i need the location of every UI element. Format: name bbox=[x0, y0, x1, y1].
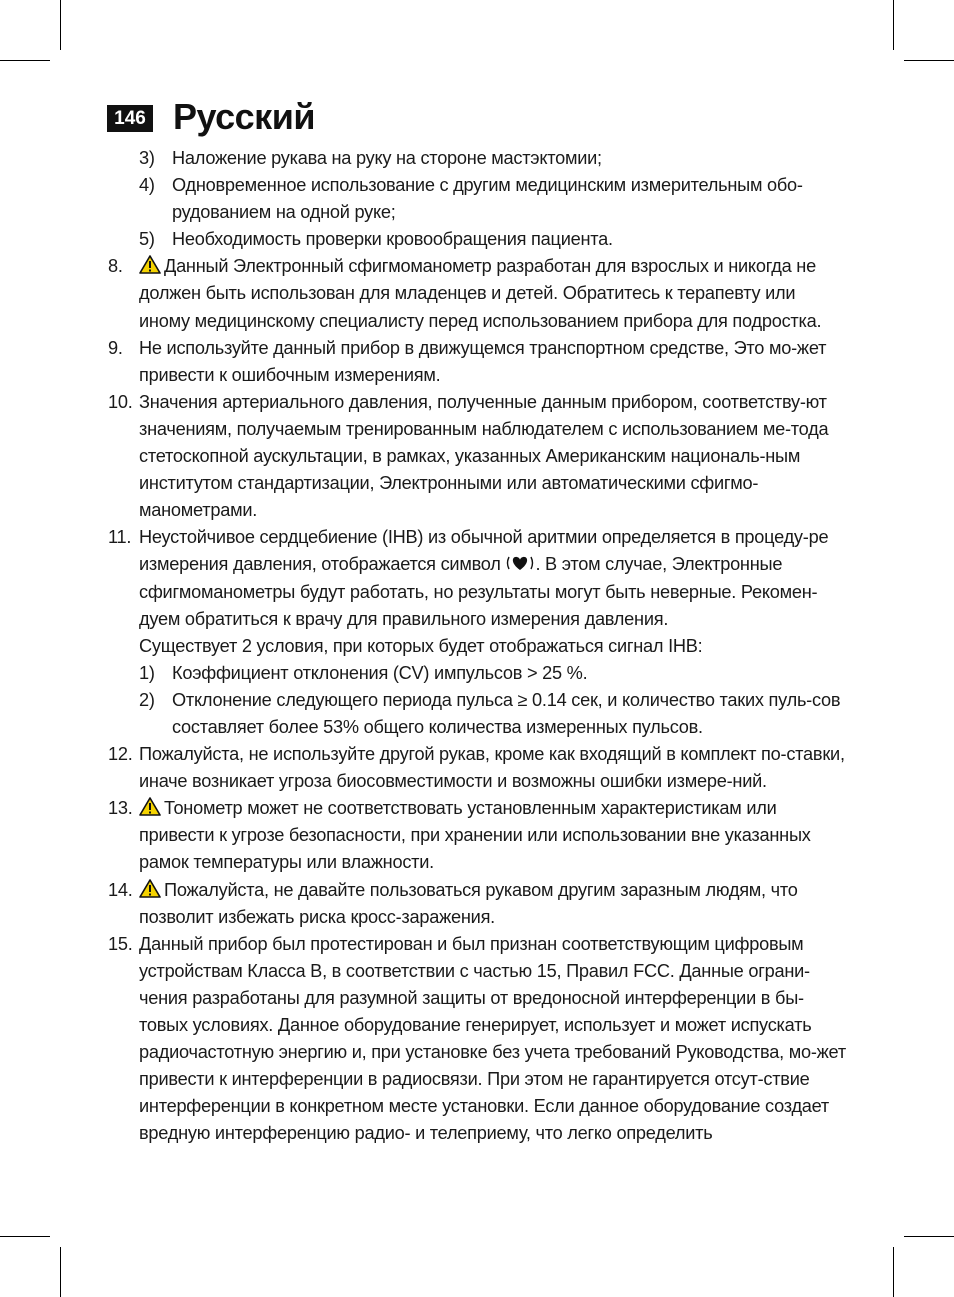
warning-triangle-icon bbox=[139, 255, 161, 274]
crop-mark-tl-v bbox=[60, 0, 61, 50]
crop-mark-tl-h bbox=[0, 60, 50, 61]
list-item bbox=[108, 687, 850, 741]
list-item-text: Отклонение следующего периода пульса ≥ 0.14 сек, и количество таких пуль-сов составляет более 53% общего количества измеренных пульсов. bbox=[172, 689, 841, 737]
list-item-text: Наложение рукава на руку на стороне мастэктомии; bbox=[172, 148, 602, 168]
list-item-text: Пожалуйста, не давайте пользоваться рукавом другим заразным людям, что позволит избежать риска кросс-заражения. bbox=[139, 879, 798, 927]
crop-mark-tr-v bbox=[893, 0, 894, 50]
list-item-number: 10. bbox=[108, 391, 133, 412]
crop-mark-br-v bbox=[893, 1247, 894, 1297]
list-item-number: 13. bbox=[108, 798, 133, 819]
list-item bbox=[108, 335, 850, 389]
warning-triangle-icon bbox=[139, 797, 161, 816]
irregular-heartbeat-icon bbox=[505, 553, 535, 573]
list-item bbox=[108, 172, 850, 226]
list-item-text: Данный Электронный сфигмоманометр разработан для взрослых и никогда не должен быть использован для младенцев и детей. Обратитесь к терапевту или иному медицинскому специалисту перед использованием прибора для подростка. bbox=[139, 256, 822, 331]
list-item-number: 8. bbox=[108, 256, 123, 277]
page-header bbox=[107, 95, 315, 139]
crop-mark-br-h bbox=[904, 1236, 954, 1237]
list-item-text: . В этом случае, Электронные сфигмоманометры будут работать, но результаты могут быть неверные. Рекомен-дуем обратиться к врачу для правильного измерения давления. bbox=[139, 554, 818, 629]
page-title: Русский bbox=[173, 96, 315, 137]
warning-triangle-icon bbox=[139, 879, 161, 898]
list-item-number: 2) bbox=[139, 689, 155, 710]
list-item-text: Пожалуйста, не используйте другой рукав, кроме как входящий в комплект по-ставки, иначе возникает угроза биосовместимости и возможны ошибки измере-ний. bbox=[139, 744, 845, 792]
list-item-number: 1) bbox=[139, 662, 155, 683]
list-item-number: 9. bbox=[108, 337, 123, 358]
list-item-number: 12. bbox=[108, 744, 133, 765]
list-item-text: Неустойчивое сердцебиение (IHB) из обычной аритмии определяется в процеду-ре измерения давления, отображается символ bbox=[139, 527, 829, 575]
crop-mark-tr-h bbox=[904, 60, 954, 61]
list-item bbox=[108, 660, 850, 687]
list-item-text: Данный прибор был протестирован и был признан соответствующим цифровым устройствам Класса B, в соответствии с частью 15, Правил FCC. Данные ограни-чения разработаны для разумной защиты от вредоносной интерференции в бы-товых условиях. Данное оборудование генерирует, использует и может испускать радиочастотную энергию и, при установке без учета требований Руководства, мо-жет привести к интерференции в радиосвязи. При этом не гарантируется отсут-ствие интерференции в конкретном месте установки. Если данное оборудование создает вредную интерференцию радио- и телеприему, что легко определить bbox=[139, 933, 846, 1144]
list-item-number: 3) bbox=[139, 148, 155, 168]
list-item-number: 15. bbox=[108, 933, 133, 954]
list-item bbox=[108, 253, 850, 334]
list-item bbox=[108, 931, 850, 1148]
list-item-text: Тонометр может не соответствовать установленным характеристикам или привести к угрозе безопасности, при хранении или использовании вне указанных рамок температуры или влажности. bbox=[139, 798, 811, 873]
list-item-number: 4) bbox=[139, 175, 155, 196]
list-item-text: Коэффициент отклонения (CV) импульсов > 25 %. bbox=[172, 662, 588, 683]
list-item-number: 11. bbox=[108, 527, 132, 548]
page-number: 146 bbox=[107, 105, 153, 132]
document-body bbox=[108, 145, 850, 1147]
list-item bbox=[108, 741, 850, 795]
list-item-number: 5) bbox=[139, 229, 155, 250]
list-item-text: Существует 2 условия, при которых будет отображаться сигнал IHB: bbox=[139, 635, 703, 656]
list-item-text: Не используйте данный прибор в движущемся транспортном средстве, Это мо-жет привести к ошибочным измерениям. bbox=[139, 337, 827, 385]
crop-mark-bl-h bbox=[0, 1236, 50, 1237]
list-item-text: Необходимость проверки кровообращения пациента. bbox=[172, 229, 613, 250]
list-item bbox=[108, 524, 850, 659]
list-item bbox=[108, 795, 850, 876]
list-item bbox=[108, 226, 850, 253]
list-item-number: 14. bbox=[108, 879, 133, 900]
list-item bbox=[108, 877, 850, 931]
list-item bbox=[108, 145, 850, 172]
list-item-text: Значения артериального давления, полученные данным прибором, соответству-ют значениям, получаемым тренированным наблюдателем с использованием ме-тода стетоскопной аускультации, в рамках, указанных Американским националь-ным институтом стандартизации, Электронными или автоматическими сфигмо-манометрами. bbox=[139, 391, 829, 521]
list-item bbox=[108, 389, 850, 524]
list-item-text: Одновременное использование с другим медицинским измерительным обо-рудованием на одной руке; bbox=[172, 175, 803, 223]
crop-mark-bl-v bbox=[60, 1247, 61, 1297]
